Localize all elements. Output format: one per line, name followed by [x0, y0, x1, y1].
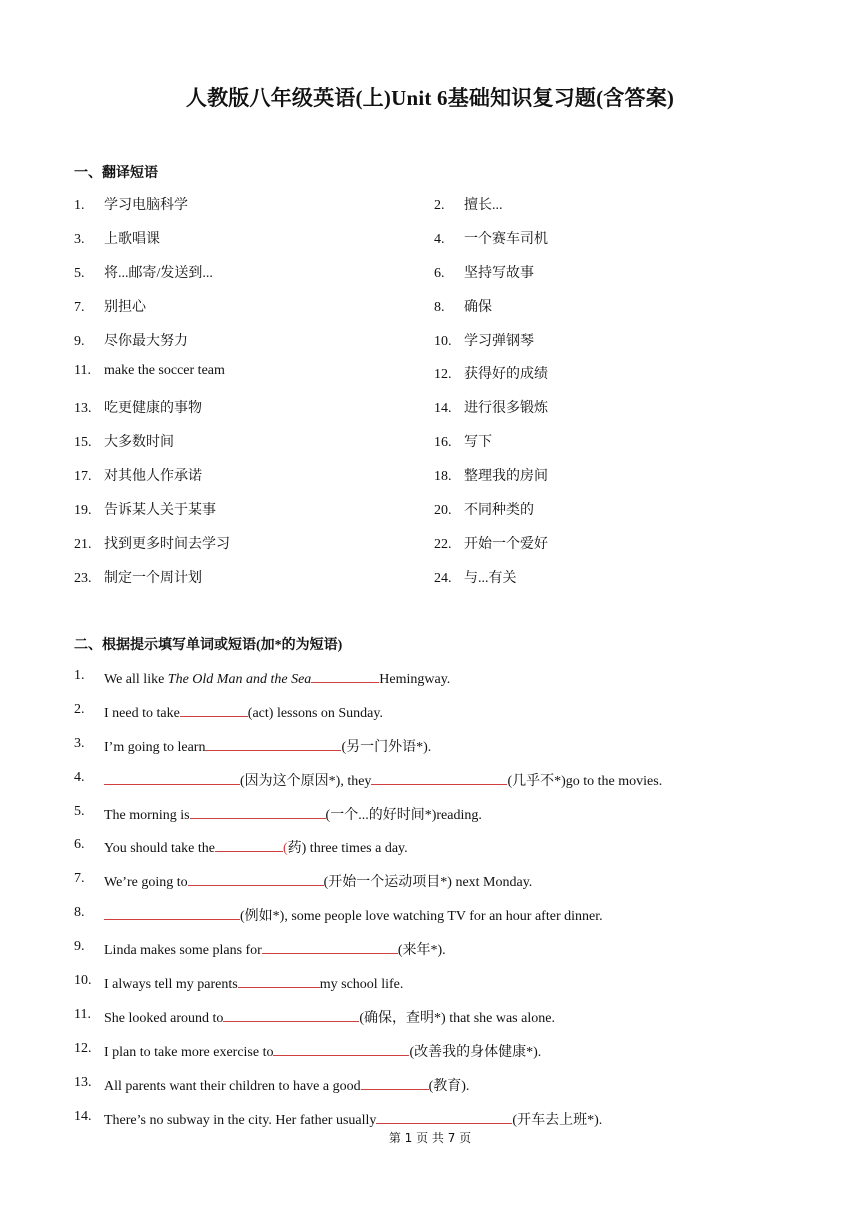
phrase-item — [74, 465, 202, 485]
item-text: 别担心 — [104, 299, 146, 315]
answer-blank[interactable] — [104, 770, 240, 785]
phrase-row — [74, 194, 794, 228]
item-text: 整理我的房间 — [464, 469, 548, 485]
text-after: (来年*). — [397, 943, 446, 959]
answer-blank[interactable] — [215, 837, 283, 852]
exercise-item — [74, 1007, 834, 1041]
text-after: (开车去上班*). — [512, 1112, 603, 1128]
item-number: 10. — [74, 973, 92, 989]
item-text: 制定一个周计划 — [104, 570, 202, 586]
exercise-text — [104, 1041, 541, 1061]
book-title: The Old Man and the Sea — [167, 672, 312, 687]
item-text: 坚持写故事 — [464, 265, 534, 281]
item-number: 5. — [74, 265, 85, 281]
exercise-text — [104, 871, 532, 891]
item-number: 2. — [74, 701, 85, 717]
text-after: Hemingway. — [379, 672, 451, 687]
item-number: 11. — [74, 363, 91, 379]
answer-blank[interactable] — [371, 770, 507, 785]
item-text: 获得好的成绩 — [464, 367, 548, 383]
exercise-item — [74, 837, 834, 871]
exercise-item — [74, 1075, 834, 1109]
item-text: 擅长... — [464, 198, 503, 213]
item-number: 2. — [434, 198, 445, 213]
item-number: 3. — [74, 231, 85, 247]
exercise-item — [74, 770, 834, 804]
item-text: 确保 — [464, 299, 492, 315]
exercise-text — [104, 939, 446, 959]
exercise-text — [104, 1109, 602, 1129]
phrase-item — [434, 499, 534, 519]
answer-blank[interactable] — [273, 1041, 409, 1056]
phrase-item — [74, 228, 160, 248]
phrase-row — [74, 397, 794, 431]
item-text: 学习弹钢琴 — [464, 333, 534, 349]
text-after: (教育). — [428, 1078, 470, 1094]
phrase-row — [74, 262, 794, 296]
exercise-item — [74, 668, 834, 702]
item-number: 18. — [434, 469, 452, 485]
phrase-row — [74, 330, 794, 364]
answer-blank[interactable] — [180, 702, 248, 717]
item-text: 写下 — [464, 435, 492, 451]
phrase-item — [74, 499, 216, 519]
text-before: I need to take — [104, 705, 180, 721]
item-number: 16. — [434, 435, 452, 451]
item-number: 1. — [74, 668, 85, 683]
item-text: 学习电脑科学 — [104, 198, 188, 213]
item-text: make the soccer team — [104, 363, 225, 379]
item-number: 22. — [434, 536, 452, 552]
text-after: (另一门外语*). — [341, 739, 432, 755]
item-text: 尽你最大努力 — [104, 333, 188, 349]
item-number: 19. — [74, 503, 92, 519]
item-number: 7. — [74, 299, 85, 315]
text-before: All parents want their children to have a good — [104, 1078, 361, 1094]
phrase-item — [434, 228, 548, 248]
item-text: 将...邮寄/发送到... — [104, 265, 213, 281]
answer-blank[interactable] — [262, 939, 398, 954]
text-after: 药) three times a day. — [287, 841, 408, 857]
page-footer: 第 1 页 共 7 页 — [388, 1131, 472, 1145]
exercise-text — [104, 973, 403, 993]
exercise-text — [104, 668, 450, 688]
text-before: Linda makes some plans for — [104, 943, 262, 959]
item-number: 9. — [74, 939, 85, 955]
text-before: I’m going to learn — [104, 739, 206, 755]
exercise-item — [74, 804, 834, 838]
item-text: 与...有关 — [464, 570, 517, 586]
answer-blank[interactable] — [104, 905, 240, 920]
answer-blank[interactable] — [205, 736, 341, 751]
phrase-item — [434, 262, 534, 282]
item-number: 14. — [74, 1108, 92, 1124]
phrase-row — [74, 465, 794, 499]
red-paren: ( — [282, 841, 288, 857]
exercise-text — [104, 702, 383, 722]
text-before: You should take the — [104, 841, 215, 857]
exercise-text — [104, 905, 603, 925]
item-number: 11. — [74, 1006, 91, 1022]
phrase-item — [74, 363, 225, 379]
answer-blank[interactable] — [376, 1109, 512, 1124]
item-number: 8. — [74, 905, 85, 921]
phrase-item — [434, 330, 534, 350]
phrase-item — [434, 567, 517, 587]
item-text: 不同种类的 — [464, 503, 534, 519]
phrase-item — [74, 397, 202, 417]
item-number: 10. — [434, 333, 452, 349]
item-text: 找到更多时间去学习 — [104, 536, 230, 552]
text-before: We all like — [104, 672, 168, 687]
phrase-row — [74, 296, 794, 330]
exercise-item — [74, 702, 834, 736]
item-number: 13. — [74, 1074, 92, 1090]
item-number: 9. — [74, 333, 85, 349]
exercise-text — [104, 736, 431, 756]
item-text: 大多数时间 — [104, 435, 174, 451]
exercise-text — [104, 837, 408, 857]
phrase-row — [74, 499, 794, 533]
text-before: We’re going to — [104, 875, 188, 891]
exercise-item — [74, 1041, 834, 1075]
exercise-item — [74, 973, 834, 1007]
item-number: 3. — [74, 735, 85, 751]
text-after: (act) lessons on Sunday. — [247, 705, 383, 721]
phrase-item — [74, 567, 202, 587]
exercise-text — [104, 804, 482, 824]
item-number: 23. — [74, 570, 92, 586]
answer-blank[interactable] — [238, 973, 320, 988]
exercise-text — [104, 1075, 469, 1095]
item-text: 一个赛车司机 — [464, 231, 548, 247]
phrase-item — [74, 330, 188, 350]
item-number: 7. — [74, 871, 85, 887]
exercise-text — [104, 770, 662, 790]
answer-blank[interactable] — [361, 1075, 429, 1090]
item-text: 开始一个爱好 — [464, 536, 548, 552]
text-middle: (因为这个原因*), they — [240, 773, 372, 789]
exercise-item — [74, 905, 834, 939]
text-before: I plan to take more exercise to — [104, 1044, 274, 1060]
item-number: 1. — [74, 198, 85, 213]
section-heading-fill-in: 二、根据提示填写单词或短语(加*的为短语) — [74, 638, 343, 653]
item-text: 对其他人作承诺 — [104, 469, 202, 485]
phrase-row — [74, 363, 794, 397]
phrase-item — [434, 194, 503, 214]
section-heading-translate: 一、翻译短语 — [74, 166, 158, 181]
phrase-item — [434, 533, 548, 553]
phrase-item — [434, 397, 548, 417]
phrase-list — [74, 194, 794, 601]
item-text: 进行很多锻炼 — [464, 401, 548, 417]
text-after: (开始一个运动项目*) next Monday. — [323, 875, 533, 891]
text-after: (几乎不*)go to the movies. — [507, 773, 663, 789]
exercise-item — [74, 939, 834, 973]
item-number: 14. — [434, 401, 452, 417]
phrase-item — [434, 465, 548, 485]
text-after: (一个...的好时间*)reading. — [325, 807, 482, 823]
phrase-item — [74, 431, 174, 451]
document-title: 人教版八年级英语(上)Unit 6基础知识复习题(含答案) — [185, 86, 675, 110]
text-before: She looked around to — [104, 1010, 224, 1026]
phrase-row — [74, 228, 794, 262]
item-text: 上歌唱课 — [104, 231, 160, 247]
answer-blank[interactable] — [188, 871, 324, 886]
item-number: 5. — [74, 803, 85, 819]
phrase-item — [74, 194, 188, 214]
text-after: (确保，查明*) that she was alone. — [359, 1010, 555, 1026]
item-number: 4. — [74, 769, 85, 785]
phrase-row — [74, 533, 794, 567]
phrase-item — [434, 296, 492, 316]
phrase-row — [74, 567, 794, 601]
phrase-item — [74, 296, 146, 316]
item-number: 15. — [74, 435, 92, 451]
text-before: The morning is — [104, 807, 190, 823]
item-text: 吃更健康的事物 — [104, 401, 202, 417]
item-number: 12. — [74, 1040, 92, 1056]
exercise-text — [104, 1007, 555, 1027]
text-after: (改善我的身体健康*). — [409, 1044, 542, 1060]
phrase-item — [74, 262, 213, 282]
phrase-row — [74, 431, 794, 465]
answer-blank[interactable] — [190, 804, 326, 819]
text-after: (例如*), some people love watching TV for an hour after dinner. — [240, 909, 603, 925]
item-number: 4. — [434, 231, 445, 247]
item-number: 6. — [74, 837, 85, 853]
text-before: I always tell my parents — [104, 977, 238, 993]
exercise-item — [74, 736, 834, 770]
item-number: 6. — [434, 265, 445, 281]
phrase-item — [434, 363, 548, 383]
item-number: 13. — [74, 401, 92, 417]
answer-blank[interactable] — [223, 1007, 359, 1022]
item-number: 21. — [74, 536, 92, 552]
item-number: 12. — [434, 367, 452, 383]
item-number: 20. — [434, 503, 452, 519]
text-after: my school life. — [319, 977, 404, 993]
item-text: 告诉某人关于某事 — [104, 503, 216, 519]
exercise-item — [74, 871, 834, 905]
phrase-item — [434, 431, 492, 451]
item-number: 24. — [434, 570, 452, 586]
exercise-list — [74, 668, 834, 1142]
answer-blank[interactable] — [311, 668, 379, 683]
text-before: There’s no subway in the city. Her father usually — [104, 1112, 377, 1128]
phrase-item — [74, 533, 230, 553]
item-number: 17. — [74, 469, 92, 485]
item-number: 8. — [434, 299, 445, 315]
